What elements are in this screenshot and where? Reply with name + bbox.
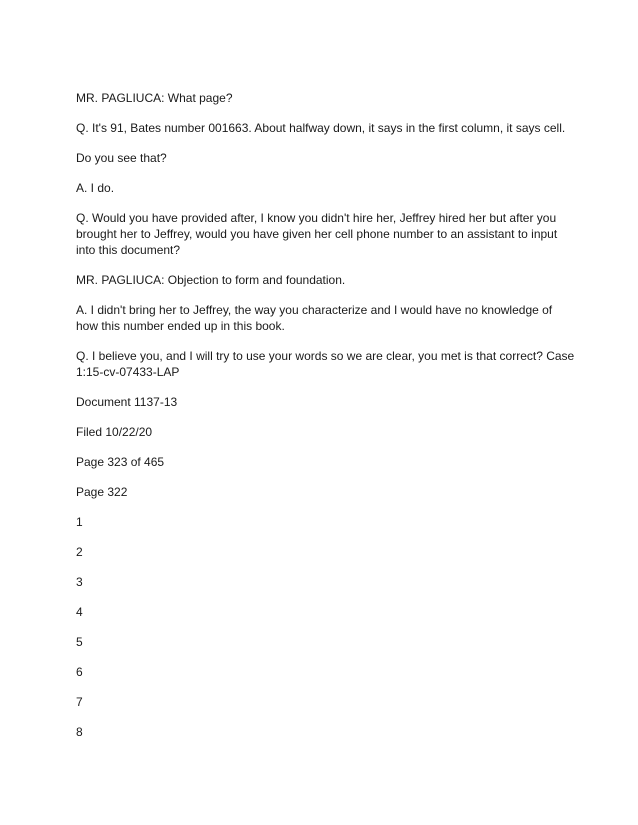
question-text: Q. Would you have provided after, I know you didn't hire her, Jeffrey hired her but after you brought her to Jeffrey, would you have given her cell phone number to an assistant to input into this document? [76, 211, 558, 257]
line-number: 2 [76, 545, 83, 559]
line-number-list [76, 514, 576, 740]
objection-text: MR. PAGLIUCA: Objection to form and foundation. [76, 273, 346, 287]
question-text: Q. I believe you, and I will try to use your words so we are clear, you met is that correct? Case 1:15-cv-07433-LAP [76, 349, 575, 379]
transcript-body [76, 90, 576, 754]
line-number: 5 [76, 635, 83, 649]
question-text: Q. It's 91, Bates number 001663. About halfway down, it says in the first column, it says cell. [76, 121, 566, 135]
speaker-question: MR. PAGLIUCA: What page? [76, 91, 233, 105]
line-number: 7 [76, 695, 83, 709]
line-number: 1 [76, 515, 83, 529]
answer-text: A. I do. [76, 181, 115, 195]
line-number: 8 [76, 725, 83, 739]
line-number: 6 [76, 665, 83, 679]
answer-text: A. I didn't bring her to Jeffrey, the way you characterize and I would have no knowledge of how this number ended up in this book. [76, 303, 553, 333]
question-text: Do you see that? [76, 151, 167, 165]
line-number: 4 [76, 605, 83, 619]
document-number: Document 1137-13 [76, 395, 178, 409]
transcript-page-number: Page 322 [76, 485, 128, 499]
filed-date: Filed 10/22/20 [76, 425, 153, 439]
page-of-total: Page 323 of 465 [76, 455, 165, 469]
line-number: 3 [76, 575, 83, 589]
